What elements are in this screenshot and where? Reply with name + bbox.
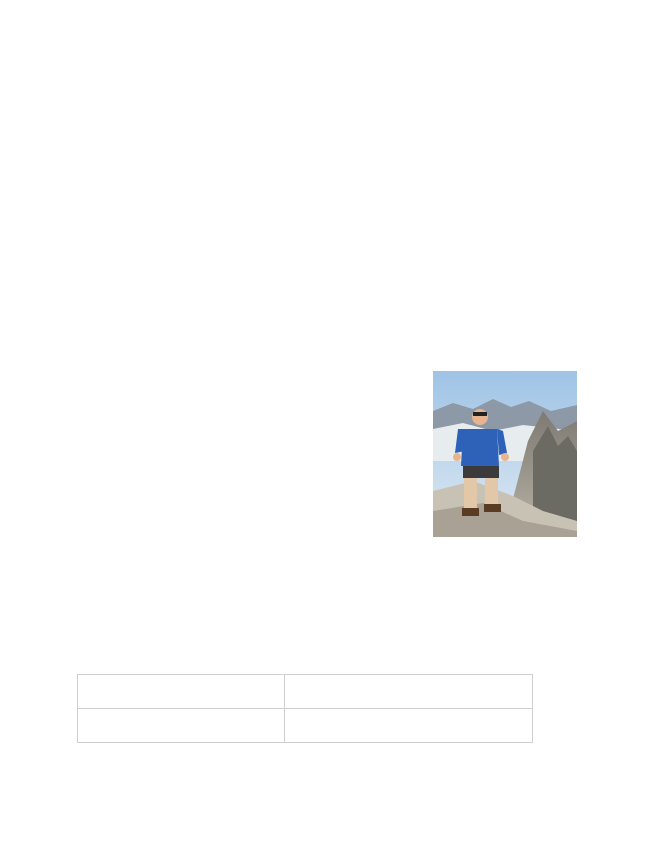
hiker-photo xyxy=(433,371,577,537)
table-row xyxy=(78,709,533,743)
table-header-row xyxy=(78,675,533,709)
footer xyxy=(0,783,655,796)
cell-result xyxy=(285,709,533,743)
condition-result-table xyxy=(77,674,533,743)
header-condition xyxy=(78,675,285,709)
cell-condition xyxy=(78,709,285,743)
header-result xyxy=(285,675,533,709)
hiker-photo-image xyxy=(433,371,577,537)
